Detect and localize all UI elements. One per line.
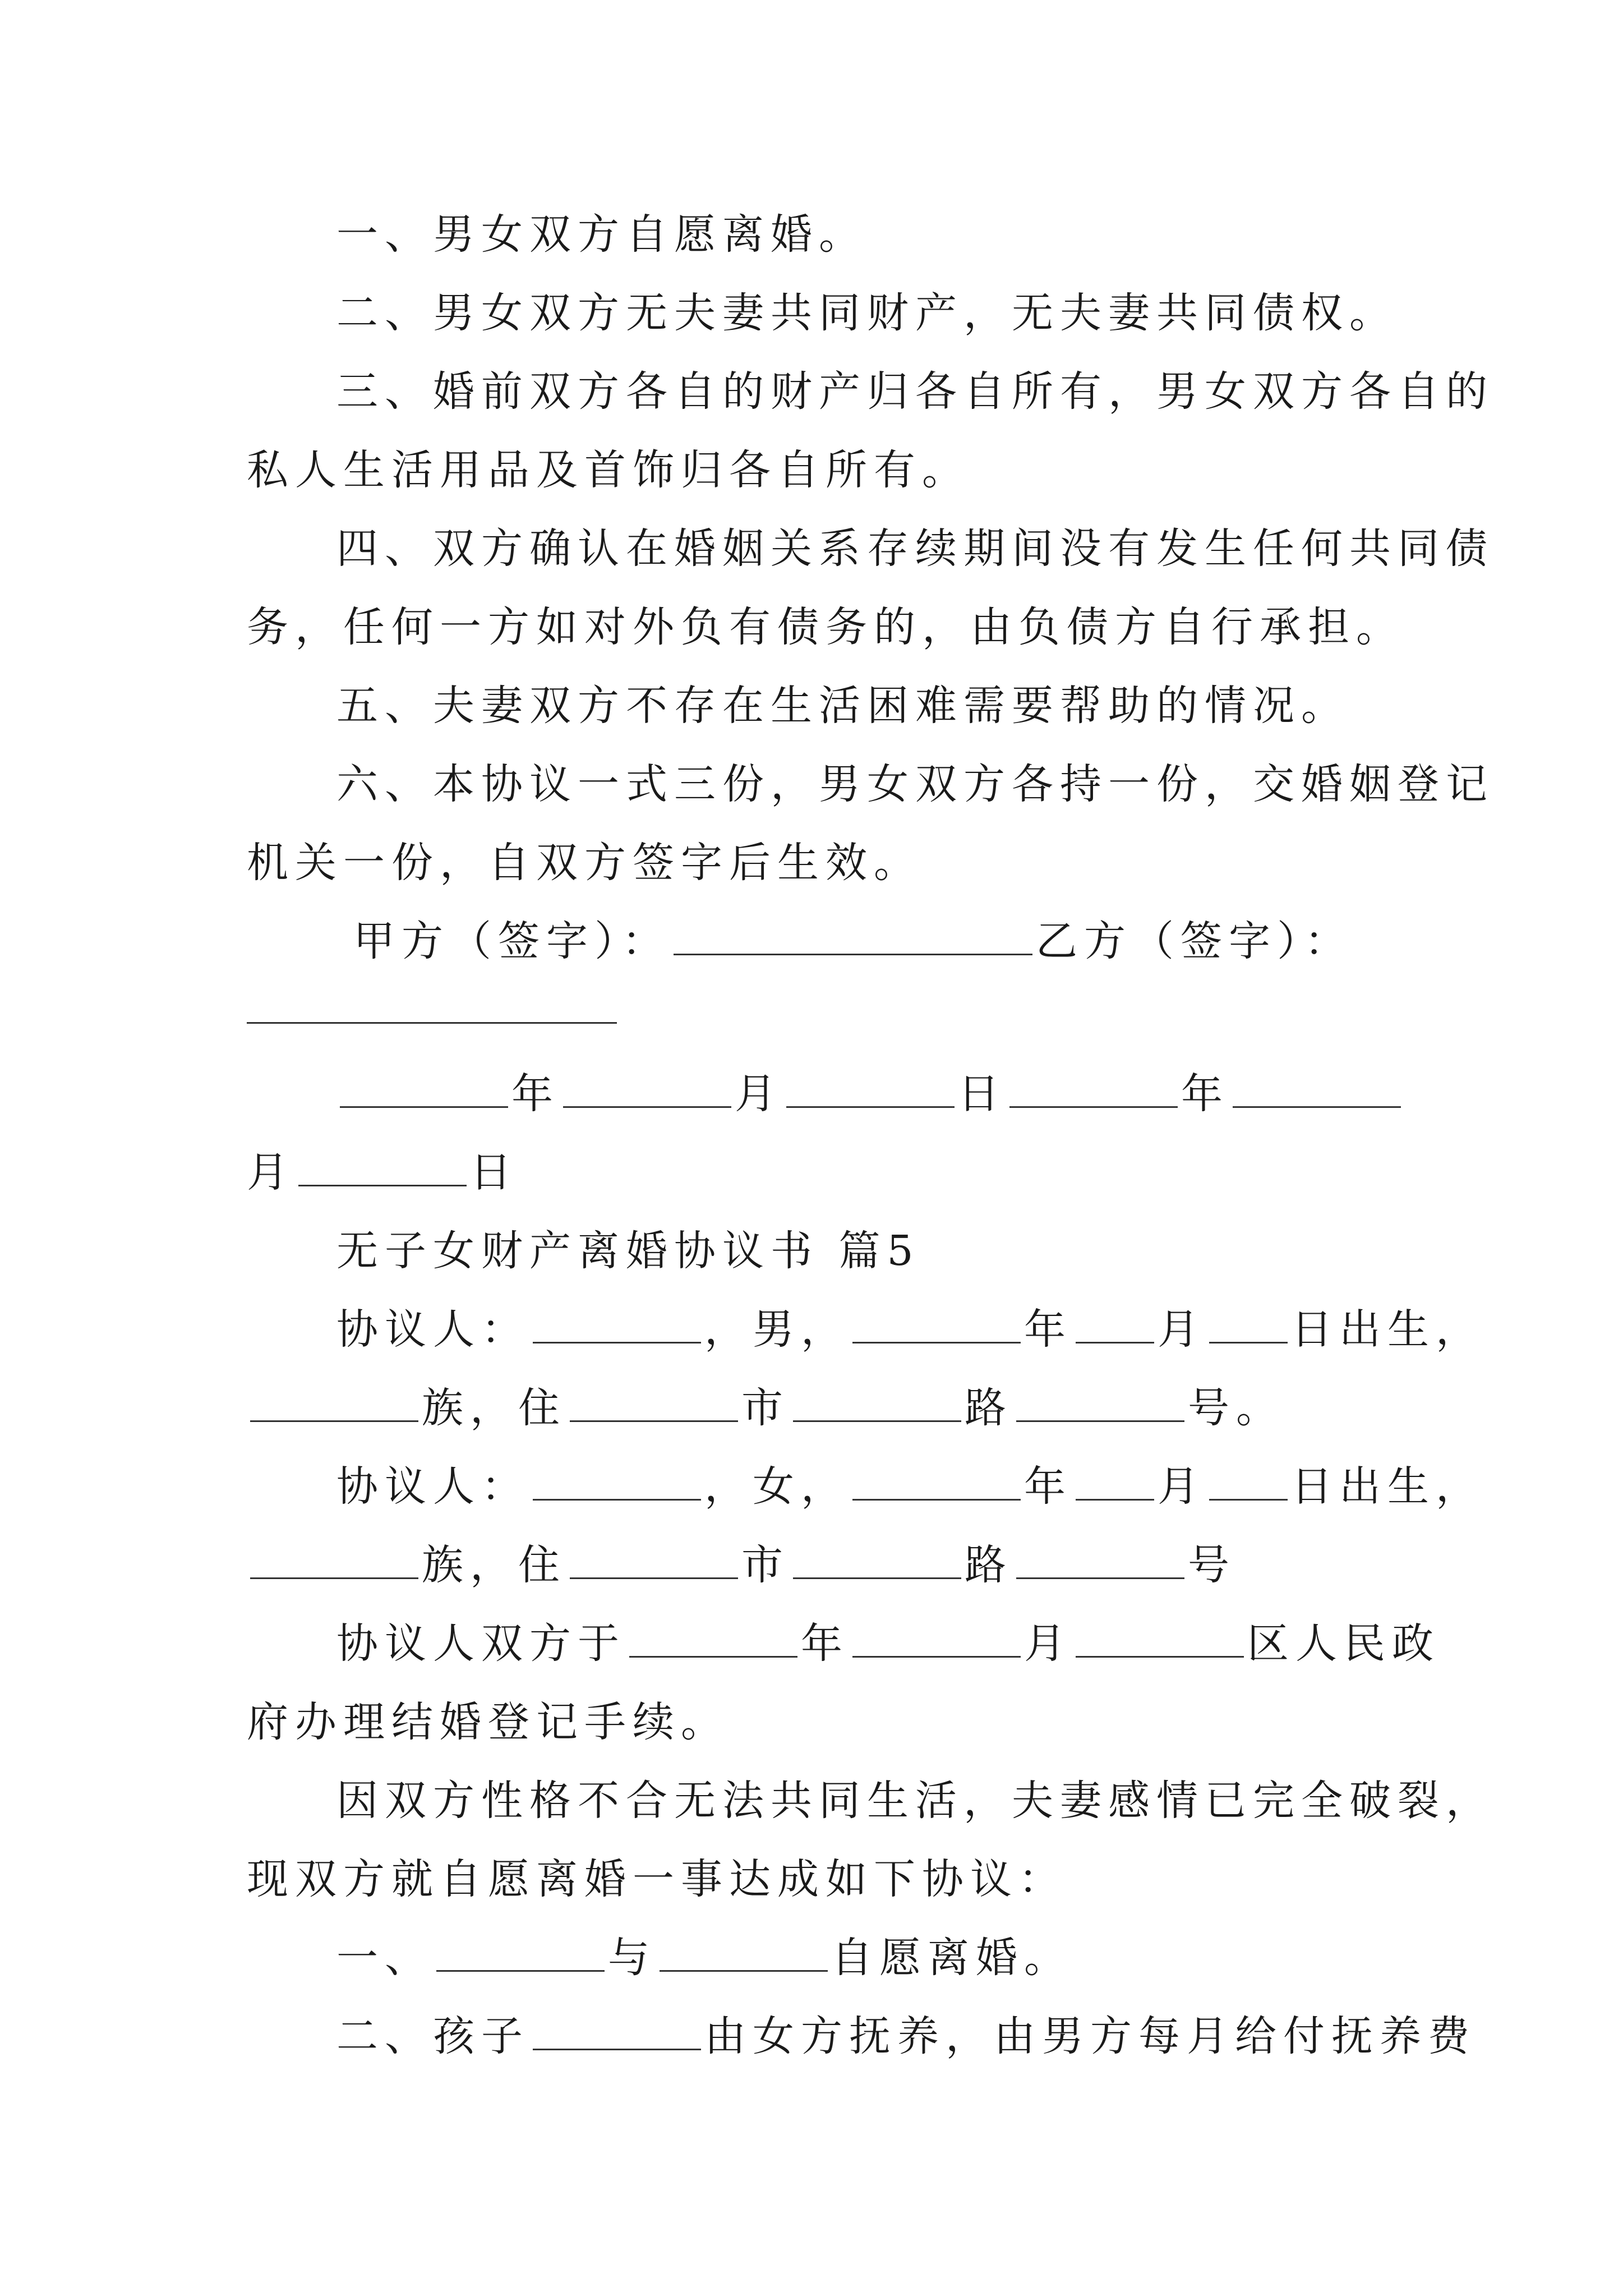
party-2-year-label: 年 [1024,1462,1072,1511]
party-2-ethnic-blank[interactable] [250,1537,418,1579]
party-1-year-blank[interactable] [852,1301,1021,1343]
day-label: 日 [958,1070,1006,1118]
date-line-2 [247,1144,518,1200]
item-2-prefix: 二、孩子 [336,2012,529,2060]
party-2-number-label: 号 [1188,1541,1236,1589]
section-title: 无子女财产离婚协议书 篇5 [336,1227,920,1275]
party-1-born-label: 日出生， [1291,1305,1484,1354]
party-b-label: 乙方（签字）： [1036,917,1353,965]
month-label-2: 月 [247,1148,295,1197]
clause-6-line2: 机关一份，自双方签字后生效。 [247,839,922,887]
marriage-month-blank[interactable] [852,1616,1021,1658]
party-1-month-label: 月 [1158,1305,1206,1354]
month-blank-2[interactable] [1233,1066,1401,1108]
clause-3-line1: 三、婚前双方各自的财产归各自所有，男女双方各自的 [336,367,1494,416]
signature-line [353,913,1353,969]
party-1-road-blank[interactable] [793,1380,961,1422]
day-label-2: 日 [470,1148,518,1197]
marriage-year-label: 年 [801,1619,849,1668]
party-2-label: 协议人： [336,1462,529,1511]
party-1-ethnic-blank[interactable] [250,1380,418,1422]
month-blank[interactable] [563,1066,731,1108]
party-1-year-label: 年 [1024,1305,1072,1354]
marriage-year-blank[interactable] [629,1616,797,1658]
party-1-line2 [247,1380,1284,1436]
party-2-month-label: 月 [1158,1462,1206,1511]
clause-3-line2: 私人生活用品及首饰归各自所有。 [247,446,970,494]
party-1-city-blank[interactable] [570,1380,738,1422]
party-b-signature-blank[interactable] [247,1021,617,1024]
marriage-district-label: 区人民政 [1247,1619,1440,1668]
party-1-line1 [336,1301,1484,1358]
item-1-suffix: 自愿离婚。 [831,1934,1072,1982]
item-1-prefix: 一、 [336,1934,433,1982]
party-1-name-blank[interactable] [533,1301,701,1343]
party-a-label: 甲方（签字）： [353,917,670,965]
party-a-signature-blank[interactable] [674,913,1032,955]
clause-6-line1: 六、本协议一式三份，男女双方各持一份，交婚姻登记 [336,760,1494,808]
party-1-number-label: 号。 [1188,1384,1284,1432]
marriage-line2: 府办理结婚登记手续。 [247,1698,729,1746]
day-blank-2[interactable] [298,1144,467,1186]
party-2-name-blank[interactable] [533,1458,701,1501]
marriage-intro: 协议人双方于 [336,1619,626,1668]
party-2-city-blank[interactable] [570,1537,738,1579]
item-2 [336,2008,1476,2064]
clause-1: 一、男女双方自愿离婚。 [336,210,867,259]
party-2-month-blank[interactable] [1076,1458,1154,1501]
clause-2: 二、男女双方无夫妻共同财产，无夫妻共同债权。 [336,289,1398,337]
party-1-label: 协议人： [336,1305,529,1354]
date-line [336,1066,1404,1122]
male-label: ，男， [704,1305,849,1354]
item-2-suffix: 由女方抚养，由男方每月给付抚养费 [704,2012,1476,2060]
item-2-child-blank[interactable] [533,2008,701,2050]
year-blank-2[interactable] [1009,1066,1178,1108]
marriage-line1 [336,1616,1440,1672]
marriage-district-blank[interactable] [1076,1616,1244,1658]
party-2-ethnic-label: 族，住 [422,1541,566,1589]
party-2-line1 [336,1458,1484,1515]
reason-line2: 现双方就自愿离婚一事达成如下协议： [247,1855,1067,1903]
party-2-line2 [247,1537,1236,1593]
party-1-road-label: 路 [965,1384,1013,1432]
clause-4-line1: 四、双方确认在婚姻关系存续期间没有发生任何共同债 [336,524,1494,573]
day-blank[interactable] [786,1066,955,1108]
clause-5: 五、夫妻双方不存在生活困难需要帮助的情况。 [336,682,1349,730]
party-1-ethnic-label: 族，住 [422,1384,566,1432]
female-label: ，女， [704,1462,849,1511]
item-1-person-a-blank[interactable] [436,1930,605,1972]
item-1 [336,1930,1072,1986]
year-blank[interactable] [340,1066,508,1108]
reason-line1: 因双方性格不合无法共同生活，夫妻感情已完全破裂， [336,1777,1494,1825]
party-2-number-blank[interactable] [1016,1537,1184,1579]
marriage-month-label: 月 [1024,1619,1072,1668]
party-2-day-blank[interactable] [1209,1458,1288,1501]
party-2-city-label: 市 [741,1541,790,1589]
party-1-city-label: 市 [741,1384,790,1432]
year-label-2: 年 [1181,1070,1229,1118]
party-2-born-label: 日出生， [1291,1462,1484,1511]
party-2-road-label: 路 [965,1541,1013,1589]
party-2-year-blank[interactable] [852,1458,1021,1501]
clause-4-line2: 务，任何一方如对外负有债务的，由负债方自行承担。 [247,603,1404,651]
item-1-and: 与 [608,1934,656,1982]
party-2-road-blank[interactable] [793,1537,961,1579]
party-1-month-blank[interactable] [1076,1301,1154,1343]
party-1-number-blank[interactable] [1016,1380,1184,1422]
party-1-day-blank[interactable] [1209,1301,1288,1343]
item-1-person-b-blank[interactable] [660,1930,828,1972]
month-label: 月 [735,1070,783,1118]
year-label: 年 [511,1070,560,1118]
